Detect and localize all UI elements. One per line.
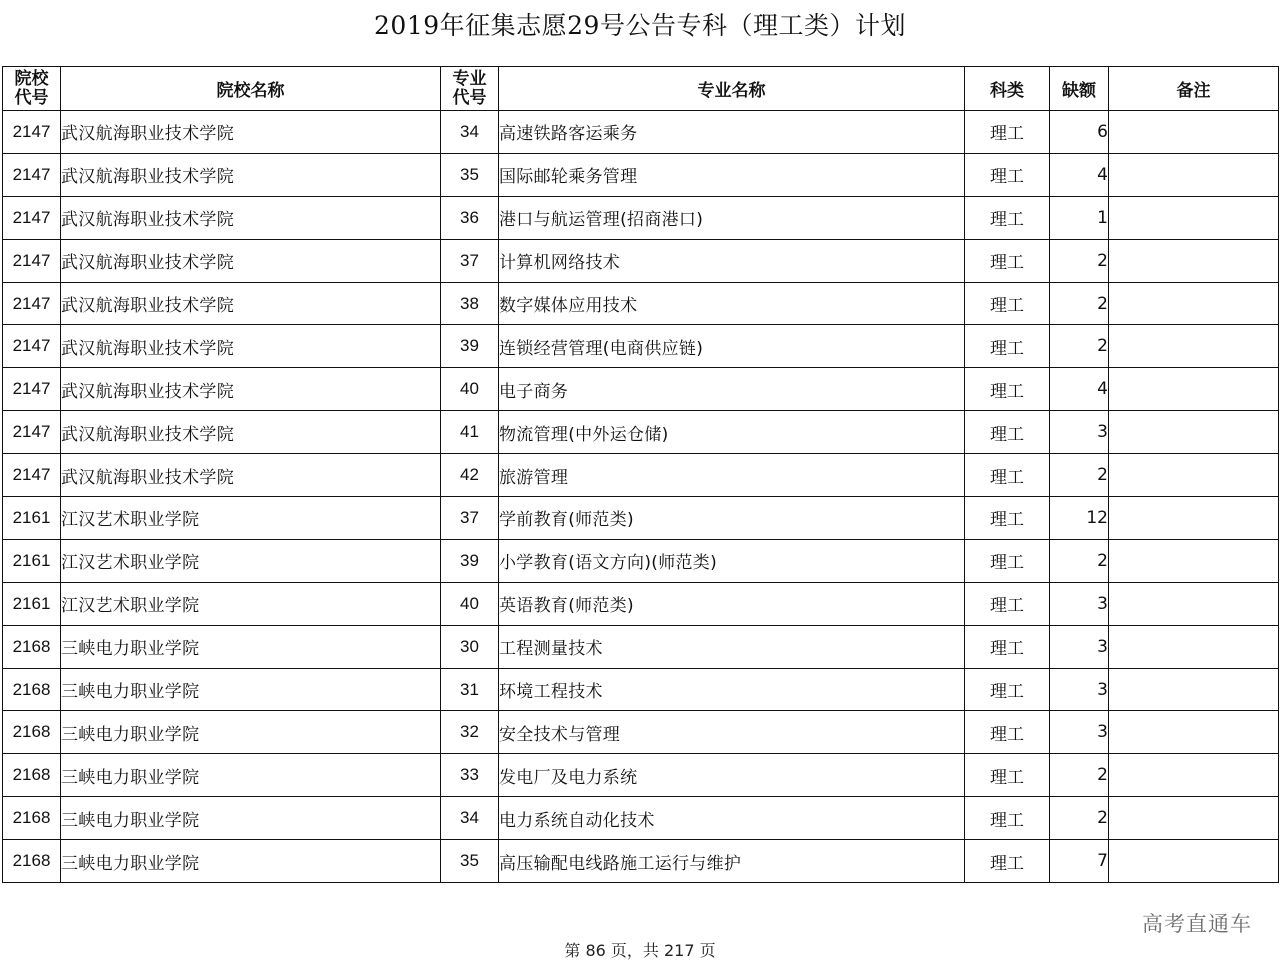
table-row	[3, 711, 1279, 754]
school-name-cell: 三峡电力职业学院	[61, 840, 441, 883]
remarks-cell	[1109, 368, 1279, 411]
major-name-cell: 国际邮轮乘务管理	[499, 153, 965, 196]
school-code-cell: 2147	[3, 111, 61, 154]
school-code-cell: 2161	[3, 582, 61, 625]
major-code-cell: 40	[441, 368, 499, 411]
category-cell: 理工	[965, 411, 1050, 454]
major-name-cell: 学前教育(师范类)	[499, 497, 965, 540]
watermark-text: 高考直通车	[1142, 912, 1252, 936]
school-code-cell: 2168	[3, 711, 61, 754]
major-code-cell: 36	[441, 196, 499, 239]
school-code-cell: 2147	[3, 454, 61, 497]
major-name-cell: 电力系统自动化技术	[499, 797, 965, 840]
major-name-cell: 电子商务	[499, 368, 965, 411]
school-code-cell: 2168	[3, 797, 61, 840]
category-cell: 理工	[965, 196, 1050, 239]
category-cell: 理工	[965, 111, 1050, 154]
major-code-cell: 37	[441, 497, 499, 540]
category-cell: 理工	[965, 454, 1050, 497]
major-code-cell: 32	[441, 711, 499, 754]
remarks-cell	[1109, 711, 1279, 754]
remarks-cell	[1109, 668, 1279, 711]
major-code-cell: 40	[441, 582, 499, 625]
category-cell: 理工	[965, 625, 1050, 668]
major-code-cell: 30	[441, 625, 499, 668]
page-title: 2019年征集志愿29号公告专科（理工类）计划	[374, 11, 906, 40]
school-code-cell: 2147	[3, 282, 61, 325]
vacancies-cell: 3	[1050, 582, 1109, 625]
remarks-cell	[1109, 239, 1279, 282]
vacancies-cell: 3	[1050, 668, 1109, 711]
category-cell: 理工	[965, 368, 1050, 411]
vacancies-cell: 2	[1050, 754, 1109, 797]
school-name-cell: 武汉航海职业技术学院	[61, 239, 441, 282]
category-cell: 理工	[965, 668, 1050, 711]
category-cell: 理工	[965, 711, 1050, 754]
remarks-cell	[1109, 625, 1279, 668]
header-school-name: 院校名称	[61, 67, 441, 111]
table-row	[3, 539, 1279, 582]
major-name-cell: 环境工程技术	[499, 668, 965, 711]
school-code-cell: 2147	[3, 325, 61, 368]
header-school-code: 院校 代号	[3, 67, 61, 111]
school-name-cell: 三峡电力职业学院	[61, 711, 441, 754]
header-category: 科类	[965, 67, 1050, 111]
vacancies-cell: 3	[1050, 711, 1109, 754]
major-code-cell: 39	[441, 325, 499, 368]
school-code-cell: 2168	[3, 754, 61, 797]
school-code-cell: 2147	[3, 196, 61, 239]
vacancies-cell: 1	[1050, 196, 1109, 239]
major-name-cell: 工程测量技术	[499, 625, 965, 668]
major-name-cell: 港口与航运管理(招商港口)	[499, 196, 965, 239]
school-name-cell: 武汉航海职业技术学院	[61, 325, 441, 368]
table-row	[3, 196, 1279, 239]
remarks-cell	[1109, 582, 1279, 625]
vacancies-cell: 12	[1050, 497, 1109, 540]
school-name-cell: 三峡电力职业学院	[61, 668, 441, 711]
major-name-cell: 数字媒体应用技术	[499, 282, 965, 325]
category-cell: 理工	[965, 325, 1050, 368]
table-row	[3, 754, 1279, 797]
vacancies-cell: 2	[1050, 539, 1109, 582]
vacancies-cell: 3	[1050, 411, 1109, 454]
table-row	[3, 582, 1279, 625]
remarks-cell	[1109, 153, 1279, 196]
remarks-cell	[1109, 797, 1279, 840]
table-row	[3, 153, 1279, 196]
table-row	[3, 625, 1279, 668]
school-name-cell: 武汉航海职业技术学院	[61, 282, 441, 325]
vacancies-cell: 6	[1050, 111, 1109, 154]
school-code-cell: 2161	[3, 539, 61, 582]
school-code-cell: 2168	[3, 625, 61, 668]
table-header-row	[3, 67, 1279, 111]
page-footer: 第 86 页，共 217 页	[564, 941, 716, 960]
category-cell: 理工	[965, 497, 1050, 540]
major-code-cell: 38	[441, 282, 499, 325]
school-name-cell: 江汉艺术职业学院	[61, 497, 441, 540]
header-major-name: 专业名称	[499, 67, 965, 111]
major-code-cell: 35	[441, 840, 499, 883]
remarks-cell	[1109, 325, 1279, 368]
remarks-cell	[1109, 454, 1279, 497]
major-name-cell: 连锁经营管理(电商供应链)	[499, 325, 965, 368]
major-code-cell: 34	[441, 797, 499, 840]
remarks-cell	[1109, 539, 1279, 582]
major-name-cell: 小学教育(语文方向)(师范类)	[499, 539, 965, 582]
remarks-cell	[1109, 111, 1279, 154]
remarks-cell	[1109, 754, 1279, 797]
major-code-cell: 31	[441, 668, 499, 711]
table-row	[3, 282, 1279, 325]
category-cell: 理工	[965, 840, 1050, 883]
school-name-cell: 三峡电力职业学院	[61, 797, 441, 840]
major-name-cell: 旅游管理	[499, 454, 965, 497]
school-code-cell: 2168	[3, 840, 61, 883]
table-row	[3, 840, 1279, 883]
major-code-cell: 33	[441, 754, 499, 797]
vacancies-cell: 4	[1050, 368, 1109, 411]
table-row	[3, 411, 1279, 454]
major-code-cell: 35	[441, 153, 499, 196]
school-name-cell: 武汉航海职业技术学院	[61, 196, 441, 239]
table-row	[3, 239, 1279, 282]
major-code-cell: 34	[441, 111, 499, 154]
vacancies-cell: 7	[1050, 840, 1109, 883]
major-name-cell: 物流管理(中外运仓储)	[499, 411, 965, 454]
vacancies-cell: 2	[1050, 797, 1109, 840]
remarks-cell	[1109, 196, 1279, 239]
remarks-cell	[1109, 497, 1279, 540]
vacancies-cell: 2	[1050, 239, 1109, 282]
header-vacancies: 缺额	[1050, 67, 1109, 111]
table-row	[3, 497, 1279, 540]
vacancies-cell: 2	[1050, 282, 1109, 325]
vacancies-cell: 3	[1050, 625, 1109, 668]
school-name-cell: 武汉航海职业技术学院	[61, 111, 441, 154]
table-body	[3, 111, 1279, 883]
category-cell: 理工	[965, 239, 1050, 282]
vacancies-cell: 2	[1050, 325, 1109, 368]
table-row	[3, 325, 1279, 368]
school-name-cell: 江汉艺术职业学院	[61, 582, 441, 625]
category-cell: 理工	[965, 754, 1050, 797]
school-name-cell: 武汉航海职业技术学院	[61, 153, 441, 196]
school-code-cell: 2147	[3, 411, 61, 454]
table-row	[3, 368, 1279, 411]
table-row	[3, 111, 1279, 154]
table-row	[3, 454, 1279, 497]
school-code-cell: 2168	[3, 668, 61, 711]
major-code-cell: 41	[441, 411, 499, 454]
vacancies-cell: 4	[1050, 153, 1109, 196]
major-name-cell: 英语教育(师范类)	[499, 582, 965, 625]
school-name-cell: 三峡电力职业学院	[61, 754, 441, 797]
table-row	[3, 797, 1279, 840]
school-name-cell: 武汉航海职业技术学院	[61, 411, 441, 454]
vacancies-cell: 2	[1050, 454, 1109, 497]
major-name-cell: 发电厂及电力系统	[499, 754, 965, 797]
school-name-cell: 武汉航海职业技术学院	[61, 454, 441, 497]
school-code-cell: 2147	[3, 153, 61, 196]
school-code-cell: 2161	[3, 497, 61, 540]
category-cell: 理工	[965, 282, 1050, 325]
header-remarks: 备注	[1109, 67, 1279, 111]
school-code-cell: 2147	[3, 368, 61, 411]
category-cell: 理工	[965, 539, 1050, 582]
school-code-cell: 2147	[3, 239, 61, 282]
major-name-cell: 安全技术与管理	[499, 711, 965, 754]
major-code-cell: 42	[441, 454, 499, 497]
major-name-cell: 高压输配电线路施工运行与维护	[499, 840, 965, 883]
major-name-cell: 计算机网络技术	[499, 239, 965, 282]
remarks-cell	[1109, 282, 1279, 325]
category-cell: 理工	[965, 582, 1050, 625]
school-name-cell: 江汉艺术职业学院	[61, 539, 441, 582]
table-row	[3, 668, 1279, 711]
enrollment-plan-table	[2, 66, 1279, 883]
category-cell: 理工	[965, 797, 1050, 840]
school-name-cell: 武汉航海职业技术学院	[61, 368, 441, 411]
major-code-cell: 37	[441, 239, 499, 282]
major-name-cell: 高速铁路客运乘务	[499, 111, 965, 154]
school-name-cell: 三峡电力职业学院	[61, 625, 441, 668]
category-cell: 理工	[965, 153, 1050, 196]
major-code-cell: 39	[441, 539, 499, 582]
remarks-cell	[1109, 840, 1279, 883]
header-major-code: 专业 代号	[441, 67, 499, 111]
remarks-cell	[1109, 411, 1279, 454]
